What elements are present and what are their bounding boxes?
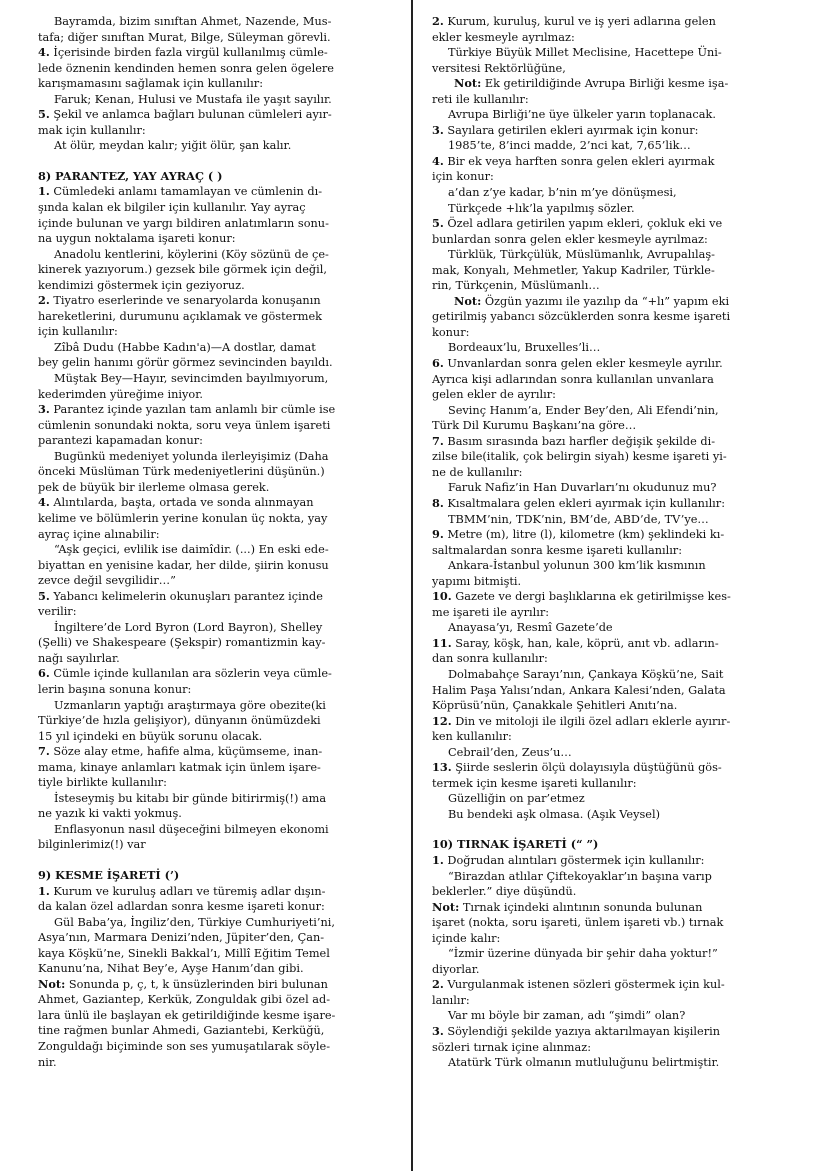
item-number: 3. (432, 122, 444, 137)
text-line: lede öznenin kendinden hemen sonra gelen ögelere (38, 61, 334, 75)
item-number: 7. (432, 433, 444, 448)
numbered-line (432, 977, 794, 993)
item-number: 1. (38, 883, 50, 898)
section-gap (432, 822, 794, 837)
item-number: 2. (432, 14, 444, 28)
text-line: nağı sayılırlar. (38, 651, 120, 665)
text-line: “Aşk geçici, evlilik ise daimîdir. (...) En eski ede- (54, 543, 329, 557)
text-line: dan sonra kullanılır: (432, 652, 548, 666)
text-line: Türkiye’de hızla gelişiyor), dünyanın önümüzdeki (38, 714, 321, 728)
numbered-line (432, 853, 794, 869)
text-line: Faruk; Kenan, Hulusi ve Mustafa ile yaşıt sayılır. (54, 92, 332, 106)
text-line: 15 yıl içindeki en büyük sorunu olacak. (38, 729, 263, 743)
text-line: hareketlerini, durumunu açıklamak ve göstermek (38, 309, 322, 323)
item-number: 3. (38, 402, 50, 417)
line-text: Din ve mitoloji ile ilgili özel adları eklerle ayırır- (455, 714, 731, 728)
text-line: nir. (38, 1055, 57, 1069)
numbered-line (38, 293, 390, 309)
item-number: 1. (432, 852, 444, 867)
text-line: tiyle birlikte kullanılır: (38, 776, 167, 790)
left-column (38, 14, 390, 1070)
text-line: Ahmet, Gaziantep, Kerkük, Zonguldak gibi özel ad- (38, 993, 331, 1007)
text-line: na uygun noktalama işareti konur: (38, 232, 236, 246)
text-line: bilginlerimiz(!) var (38, 838, 146, 852)
column-divider (411, 0, 413, 1171)
line-text: Tırnak içindeki alıntının sonunda bulunan (462, 900, 703, 914)
item-number: 3. (432, 1024, 444, 1038)
text-line: işaret (nokta, soru işareti, ünlem işareti vb.) tırnak (432, 916, 724, 930)
item-number: 6. (432, 356, 444, 371)
text-line: ekler kesmeyle ayrılmaz: (432, 30, 575, 44)
text-line: parantezi kapamadan konur: (38, 434, 203, 448)
numbered-line (432, 154, 794, 170)
text-line: Türk Dil Kurumu Başkanı’na göre… (432, 419, 637, 433)
text-line: Ankara-İstanbul yolunun 300 km’lik kısmının (448, 559, 706, 573)
text-line: içinde kalır: (432, 931, 501, 945)
text-line: Var mı böyle bir zaman, adı “şimdi” olan? (448, 1009, 686, 1023)
line-text: Saray, köşk, han, kale, köprü, anıt vb. adların- (455, 636, 719, 650)
text-line: Dolmabahçe Sarayı’nın, Çankaya Köşkü’ne, Sait (448, 667, 724, 681)
text-line: ayraç içine alınabilir: (38, 527, 160, 541)
text-line: lanılır: (432, 993, 470, 1007)
line-text: Ek getirildiğinde Avrupa Birliği kesme işa- (484, 77, 729, 91)
item-number: Not: (454, 293, 482, 308)
numbered-line (432, 356, 794, 372)
numbered-line (38, 107, 390, 123)
numbered-line (38, 184, 390, 200)
item-number: 4. (38, 495, 50, 510)
item-number: 5. (432, 216, 444, 231)
text-line: verilir: (38, 605, 77, 619)
item-number: Not: (432, 899, 460, 914)
line-text: Gazete ve dergi başlıklarına ek getirilmişse kes- (455, 590, 731, 604)
text-line: zevce değil sevgilidir…” (38, 574, 176, 588)
text-line: reti ile kullanılır: (432, 92, 529, 106)
text-line: Bayramda, bizim sınıftan Ahmet, Nazende, Mus- (54, 15, 332, 28)
text-line: Zonguldağı biçiminde son ses yumuşatılarak söyle- (38, 1040, 331, 1053)
text-line: Uzmanların yaptığı araştırmaya göre obezite(ki (54, 698, 326, 712)
text-line: mak için kullanılır: (38, 123, 146, 137)
line-text: Bir ek veya harften sonra gelen ekleri ayırmak (447, 154, 715, 168)
numbered-line (432, 527, 794, 543)
text-line: At ölür, meydan kalır; yiğit ölür, şan kalır. (54, 139, 292, 153)
line-text: Şiirde seslerin ölçü dolayısıyla düştüğünü gös- (455, 761, 722, 775)
numbered-line (432, 636, 794, 652)
text-line: lerin başına sonuna konur: (38, 682, 192, 696)
text-line: için konur: (432, 170, 494, 184)
text-line: Anadolu kentlerini, köylerini (Köy sözünü de çe- (54, 247, 329, 261)
numbered-line (38, 589, 390, 605)
item-number: 1. (38, 184, 50, 199)
section-heading: 8) PARANTEZ, YAY AYRAÇ ( ) (38, 168, 223, 183)
text-line: kaya Köşkü’ne, Sinekli Bakkal’ı, Millî Eğitim Temel (38, 946, 330, 960)
right-column (432, 14, 794, 1071)
line-text: Sonunda p, ç, t, k ünsüzlerinden biri bulunan (68, 977, 328, 991)
text-line: beklerler.” diye düşündü. (432, 885, 577, 899)
text-line: Bugünkü medeniyet yolunda ilerleyişimiz (Daha (54, 449, 329, 463)
text-line: (Şelli) ve Shakespeare (Şekspir) romantizmin kay- (38, 636, 326, 650)
line-text: Cümledeki anlamı tamamlayan ve cümlenin dı- (53, 185, 323, 199)
text-line: mak, Konyalı, Mehmetler, Yakup Kadriler, Türkle- (432, 263, 715, 277)
text-line: zilse bile(italik, çok belirgin siyah) kesme işareti yi- (432, 450, 727, 464)
numbered-line (38, 495, 390, 511)
text-line: ken kullanılır: (432, 730, 512, 744)
line-text: Doğrudan alıntıları göstermek için kullanılır: (447, 853, 705, 867)
text-line: kendimizi göstermek için geziyoruz. (38, 278, 245, 292)
item-number: 5. (38, 588, 50, 603)
text-line: için kullanılır: (38, 325, 118, 339)
text-line: a’dan z’ye kadar, b’nin m’ye dönüşmesi, (448, 186, 677, 200)
text-line: tine rağmen bunlar Ahmedi, Gaziantebi, Kerküğü, (38, 1024, 325, 1038)
text-line: getirilmiş yabancı sözcüklerden sonra kesme işareti (432, 310, 731, 324)
numbered-line (432, 760, 794, 776)
item-number: 4. (432, 153, 444, 168)
text-line: rin, Türkçenin, Müslümanlı… (432, 279, 600, 293)
numbered-line (432, 714, 794, 730)
text-line: Güzelliğin on par’etmez (448, 792, 585, 806)
text-line: diyorlar. (432, 962, 480, 976)
numbered-line (432, 1024, 794, 1040)
line-text: Kısaltmalara gelen ekleri ayırmak için kullanılır: (447, 496, 726, 510)
text-line: 1985’te, 8’inci madde, 2’nci kat, 7,65’lik… (448, 139, 691, 153)
item-number: 2. (432, 977, 444, 992)
item-number: 2. (38, 293, 50, 308)
text-line: konur: (432, 325, 470, 339)
text-line: Asya’nın, Marmara Denizi’nden, Jüpiter’den, Çan- (38, 931, 325, 945)
numbered-line (432, 14, 794, 30)
text-line: lara ünlü ile başlayan ek getirildiğinde kesme işare- (38, 1008, 336, 1022)
text-line: biyattan en yenisine kadar, her dilde, şiirin konusu (38, 558, 329, 572)
line-text: Tiyatro eserlerinde ve senaryolarda konuşanın (53, 294, 321, 308)
item-number: 12. (432, 713, 452, 728)
text-line: Anayasa’yı, Resmî Gazete’de (448, 621, 613, 635)
item-number: 13. (432, 760, 452, 775)
numbered-line (432, 496, 794, 512)
text-line: bunlardan sonra gelen ekler kesmeyle ayrılmaz: (432, 232, 708, 246)
numbered-line (38, 402, 390, 418)
text-line: bey gelin hanımı görür görmez sevincinden bayıldı. (38, 356, 333, 370)
text-line: Köprüsü’nün, Çanakkale Şehitleri Anıtı’na. (432, 699, 678, 713)
text-line: gelen ekler de ayrılır: (432, 388, 556, 402)
text-line: versitesi Rektörlüğüne, (432, 61, 566, 75)
text-line: “İzmir üzerine dünyada bir şehir daha yoktur!” (448, 947, 718, 961)
text-line: saltmalardan sonra kesme işareti kullanılır: (432, 543, 683, 557)
numbered-line (38, 884, 390, 900)
text-line: Bu bendeki aşk olmasa. (Aşık Veysel) (448, 807, 660, 821)
text-line: Türkiye Büyük Millet Meclisine, Hacettepe Üni- (448, 46, 722, 60)
text-line: İngiltere’de Lord Byron (Lord Bayron), Shelley (54, 620, 323, 634)
text-line: Türkçede +lık’la yapılmış sözler. (448, 201, 635, 215)
item-number: 11. (432, 635, 452, 650)
text-line: kelime ve bölümlerin yerine konulan üç nokta, yay (38, 511, 328, 525)
text-line: Müştak Bey—Hayır, sevincimden bayılmıyorum, (54, 372, 329, 386)
text-line: TBMM’nin, TDK’nin, BM’de, ABD’de, TV’ye… (448, 512, 709, 526)
text-line: karışmamasını sağlamak için kullanılır: (38, 77, 263, 91)
numbered-line (432, 123, 794, 139)
line-text: Alıntılarda, başta, ortada ve sonda alınmayan (53, 496, 314, 510)
line-text: Özel adlara getirilen yapım ekleri, çokluk eki ve (447, 217, 723, 231)
item-number: 10. (432, 589, 452, 604)
line-text: Basım sırasında bazı harfler değişik şekilde di- (447, 434, 716, 448)
line-text: Yabancı kelimelerin okunuşları parantez içinde (53, 589, 323, 603)
line-text: Şekil ve anlamca bağları bulunan cümleleri ayır- (53, 108, 332, 122)
section-heading: 9) KESME İŞARETİ (’) (38, 867, 180, 882)
item-number: 4. (38, 45, 50, 60)
text-line: mama, kinaye anlamları katmak için ünlem işare- (38, 760, 321, 774)
section-gap (38, 853, 390, 868)
text-line: ne de kullanılır: (432, 465, 523, 479)
line-text: Söze alay etme, hafife alma, küçümseme, inan- (53, 745, 323, 759)
line-text: Sayılara getirilen ekleri ayırmak için konur: (447, 123, 699, 137)
text-line: cümlenin sonundaki nokta, soru veya ünlem işareti (38, 418, 331, 432)
line-text: Söylendiği şekilde yazıya aktarılmayan kişilerin (447, 1025, 720, 1038)
text-line: da kalan özel adlardan sonra kesme işareti konur: (38, 900, 325, 914)
item-number: 6. (38, 666, 50, 681)
text-line: termek için kesme işareti kullanılır: (432, 776, 637, 790)
line-text: Kurum, kuruluş, kurul ve iş yeri adlarına gelen (447, 15, 716, 28)
text-line: kinerek yazıyorum.) gezsek bile görmek için değil, (38, 263, 327, 277)
line-text: Vurgulanmak istenen sözleri göstermek için kul- (447, 978, 725, 992)
text-line: Bordeaux’lu, Bruxelles’li… (448, 341, 601, 355)
text-line: pek de büyük bir ilerleme olmasa gerek. (38, 480, 270, 494)
text-line: kederimden yüreğime iniyor. (38, 387, 203, 401)
text-line: ne yazık ki vakti yokmuş. (38, 807, 182, 821)
text-line: Zîbâ Dudu (Habbe Kadın'a)—A dostlar, damat (54, 340, 316, 354)
line-text: Parantez içinde yazılan tam anlamlı bir cümle ise (53, 403, 336, 417)
numbered-line (38, 666, 390, 682)
item-number: 9. (432, 527, 444, 542)
text-line: yapımı bitmişti. (432, 574, 522, 588)
text-line: Türklük, Türkçülük, Müslümanlık, Avrupalılaş- (448, 248, 715, 262)
item-number: 7. (38, 744, 50, 759)
item-number: Not: (38, 976, 66, 991)
text-line: şında kalan ek bilgiler için kullanılır. Yay ayraç (38, 201, 306, 215)
line-text: Unvanlardan sonra gelen ekler kesmeyle ayrılır. (447, 357, 723, 371)
text-line: tafa; diğer sınıftan Murat, Bilge, Süleyman görevli. (38, 30, 331, 44)
text-line: Cebrail’den, Zeus’u… (448, 745, 572, 759)
numbered-line (432, 216, 794, 232)
text-line: sözleri tırnak içine alınmaz: (432, 1040, 592, 1054)
numbered-line (432, 900, 794, 916)
text-line: Sevinç Hanım’a, Ender Bey’den, Ali Efendi’nin, (448, 403, 719, 417)
item-number: 8. (432, 495, 444, 510)
text-line: önceki Müslüman Türk medeniyetlerini düşünün.) (38, 465, 325, 479)
item-number: Not: (454, 76, 482, 91)
text-line: İsteseymiş bu kitabı bir günde bitirirmiş(!) ama (54, 791, 327, 805)
numbered-line (432, 434, 794, 450)
text-line: “Birazdan atlılar Çiftekoyaklar’ın başına varıp (448, 869, 712, 883)
numbered-line (432, 294, 794, 310)
line-text: Kurum ve kuruluş adları ve türemiş adlar dışın- (53, 884, 326, 898)
numbered-line (38, 744, 390, 760)
text-line: Kanunu’na, Nihat Bey’e, Ayşe Hanım’dan gibi. (38, 962, 304, 976)
text-line: Faruk Nafiz’in Han Duvarları’nı okudunuz mu? (448, 481, 717, 495)
numbered-line (432, 76, 794, 92)
text-line: me işareti ile ayrılır: (432, 605, 550, 619)
section-heading: 10) TIRNAK İŞARETİ (“ ”) (432, 837, 599, 852)
item-number: 5. (38, 107, 50, 122)
section-gap (38, 154, 390, 169)
text-line: Halim Paşa Yalısı’ndan, Ankara Kalesi’nden, Galata (432, 683, 726, 697)
text-line: Enflasyonun nasıl düşeceğini bilmeyen ekonomi (54, 822, 329, 836)
text-line: Ayrıca kişi adlarından sonra kullanılan unvanlara (432, 372, 714, 386)
line-text: Özgün yazımı ile yazılıp da “+lı” yapım eki (484, 294, 730, 308)
text-line: Gül Baba’ya, İngiliz’den, Türkiye Cumhuriyeti’ni, (54, 915, 335, 929)
text-line: içinde bulunan ve yargı bildiren anlatımların sonu- (38, 216, 329, 230)
numbered-line (38, 977, 390, 993)
text-line: Atatürk Türk olmanın mutluluğunu belirtmiştir. (448, 1056, 720, 1070)
line-text: Cümle içinde kullanılan ara sözlerin veya cümle- (53, 667, 332, 681)
line-text: Metre (m), litre (l), kilometre (km) şeklindeki kı- (447, 528, 725, 542)
line-text: İçerisinde birden fazla virgül kullanılmış cümle- (53, 46, 328, 60)
text-line: Avrupa Birliği’ne üye ülkeler yarın toplanacak. (448, 108, 716, 122)
numbered-line (38, 45, 390, 61)
numbered-line (432, 589, 794, 605)
